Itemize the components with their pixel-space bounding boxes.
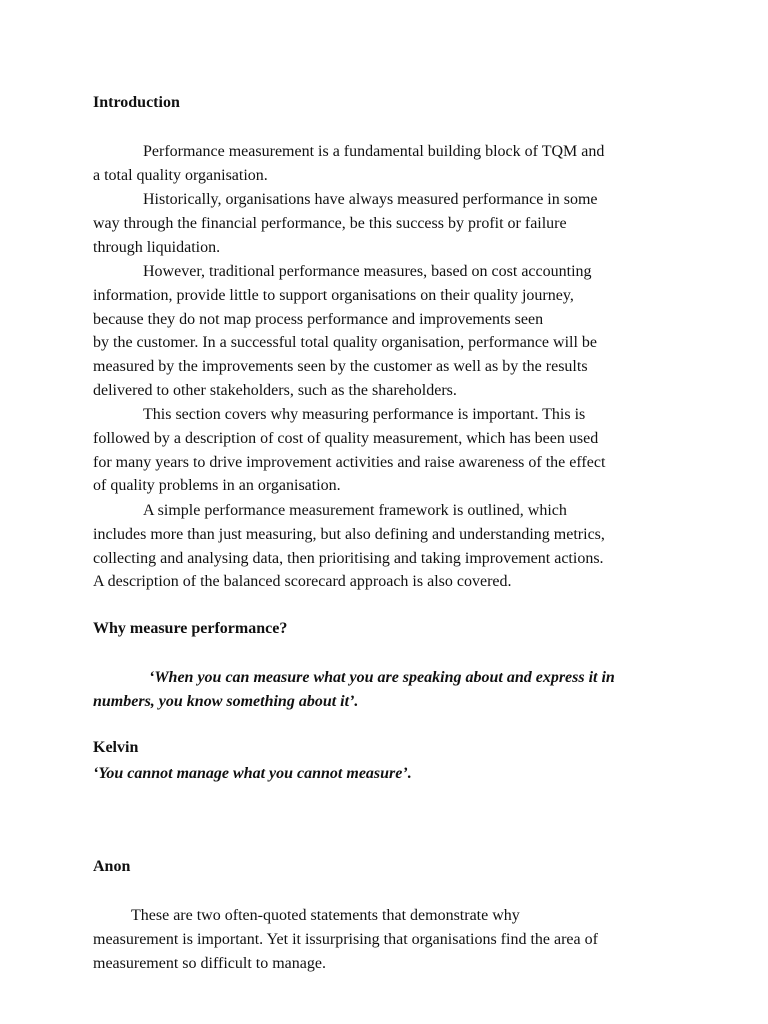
text-line: collecting and analysing data, then prioritising and taking improvement actions.: [93, 549, 604, 567]
quote-line: ‘When you can measure what you are speaking about and express it in: [149, 669, 615, 686]
section-heading-why-measure: Why measure performance?: [93, 620, 288, 637]
text-line: A simple performance measurement framework is outlined, which: [143, 502, 567, 519]
closing-paragraph: [93, 904, 693, 975]
attribution-anon: Anon: [93, 858, 131, 875]
text-line: measurement is important. Yet it issurprising that organisations find the area of: [93, 930, 598, 948]
text-line: However, traditional performance measures, based on cost accounting: [143, 263, 592, 280]
text-line: by the customer. In a successful total quality organisation, performance will be: [93, 334, 598, 352]
intro-paragraph-4: [93, 403, 693, 498]
text-line: Performance measurement is a fundamental building block of TQM and: [143, 143, 605, 160]
text-line: of quality problems in an organisation.: [93, 477, 341, 495]
intro-paragraph-3: [93, 260, 693, 403]
attribution-kelvin: Kelvin: [93, 739, 139, 756]
text-line: information, provide little to support organisations on their quality journey,: [93, 286, 574, 304]
text-line: A description of the balanced scorecard approach is also covered.: [93, 573, 512, 591]
intro-paragraph-2: [93, 188, 693, 259]
text-line: measurement so difficult to manage.: [93, 954, 326, 972]
quote-anon: ‘You cannot manage what you cannot measure’.: [93, 765, 412, 782]
section-heading-introduction: Introduction: [93, 94, 180, 111]
text-line: because they do not map process performance and improvements seen: [93, 310, 544, 328]
text-line: Historically, organisations have always measured performance in some: [143, 191, 598, 208]
quote-line: numbers, you know something about it’.: [93, 693, 359, 710]
text-line: for many years to drive improvement activities and raise awareness of the effect: [93, 453, 606, 471]
text-line: These are two often-quoted statements that demonstrate why: [131, 907, 520, 924]
text-line: includes more than just measuring, but also defining and understanding metrics,: [93, 525, 605, 543]
text-line: followed by a description of cost of quality measurement, which has been used: [93, 429, 599, 447]
text-line: a total quality organisation.: [93, 166, 268, 184]
quote-kelvin: [93, 666, 693, 714]
text-line: delivered to other stakeholders, such as the shareholders.: [93, 381, 457, 399]
text-line: way through the financial performance, be this success by profit or failure: [93, 214, 567, 232]
text-line: measured by the improvements seen by the customer as well as by the results: [93, 358, 588, 376]
text-line: This section covers why measuring performance is important. This is: [143, 406, 586, 423]
intro-paragraph-1: [93, 140, 693, 188]
intro-paragraph-5: [93, 499, 693, 594]
text-line: through liquidation.: [93, 238, 221, 256]
